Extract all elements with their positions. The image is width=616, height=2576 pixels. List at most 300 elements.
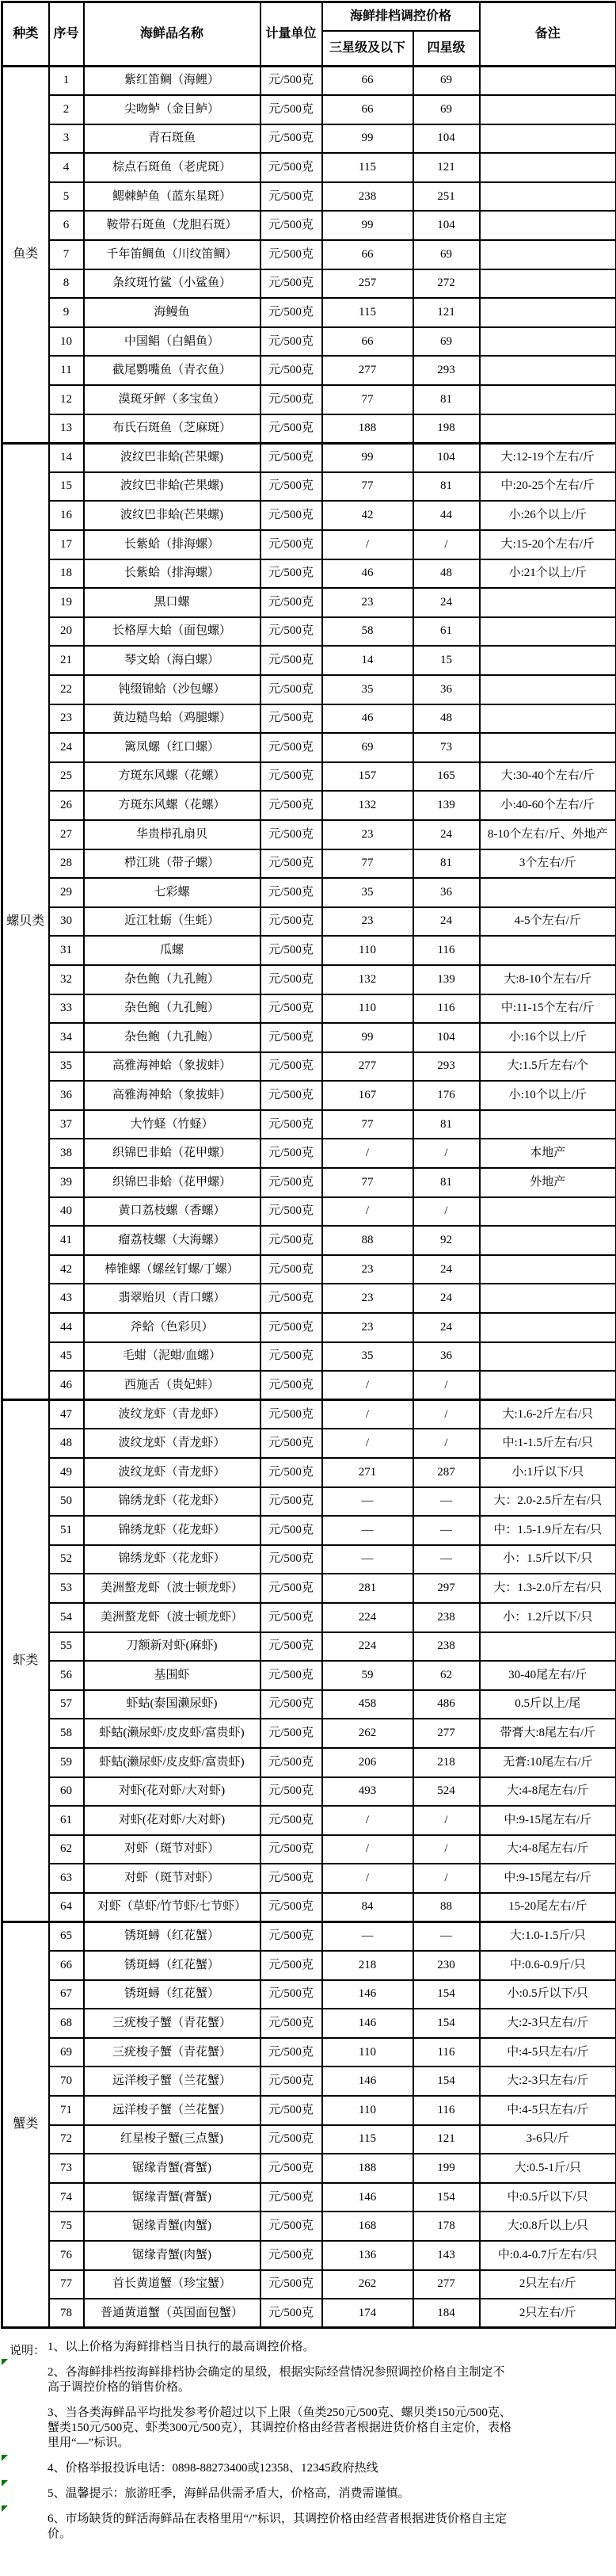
cell-remark: 中：1.5-1.9斤左右/只 [480, 1516, 616, 1545]
cell-name: 普通黄道蟹（英国面包蟹） [84, 2299, 260, 2328]
cell-remark [480, 240, 616, 269]
table-row [2, 1458, 616, 1487]
cell-price3: 46 [322, 704, 413, 734]
cell-name: 虾蛄(泰国濑尿虾) [84, 1690, 260, 1719]
cell-name: 千年笛鲷鱼（川纹笛鲷） [84, 240, 260, 269]
cell-price3: 146 [322, 2009, 413, 2038]
cell-price4: 69 [413, 327, 480, 357]
cell-remark: 带膏大:8尾左右/斤 [480, 1719, 616, 1748]
cell-price3: 46 [322, 559, 413, 589]
cell-remark [480, 95, 616, 124]
cell-price4: — [413, 1545, 480, 1574]
cell-price3: 99 [322, 211, 413, 240]
cell-price3: 224 [322, 1632, 413, 1662]
cell-remark [480, 704, 616, 734]
cell-price3: 132 [322, 791, 413, 820]
cell-no: 14 [49, 443, 84, 472]
cell-price4: 24 [413, 1284, 480, 1313]
category-cell: 虾类 [2, 1400, 49, 1922]
cell-remark: 中:9-15尾左右/斤 [480, 1864, 616, 1893]
cell-name: 黑口螺 [84, 588, 260, 617]
table-row [2, 820, 616, 849]
cell-remark [480, 182, 616, 212]
cell-remark [480, 1110, 616, 1139]
cell-price3: 35 [322, 675, 413, 704]
cell-no: 53 [49, 1574, 84, 1603]
cell-price4: 277 [413, 1719, 480, 1748]
cell-price3: 281 [322, 1574, 413, 1603]
cell-no: 7 [49, 240, 84, 269]
cell-remark: 小:0.5斤以下/只 [480, 1980, 616, 2009]
cell-remark [480, 327, 616, 357]
cell-price4: 121 [413, 153, 480, 182]
cell-name: 鞍带石斑鱼（龙胆石斑） [84, 211, 260, 240]
cell-unit: 元/500克 [260, 67, 322, 96]
cell-no: 17 [49, 530, 84, 559]
cell-no: 5 [49, 182, 84, 212]
cell-price3: 238 [322, 182, 413, 212]
cell-name: 近江牡蛎（生蚝） [84, 907, 260, 937]
cell-name: 鳃棘鲈鱼（蓝东星斑） [84, 182, 260, 212]
cell-unit: 元/500克 [260, 385, 322, 414]
cell-price3: 77 [322, 472, 413, 502]
cell-no: 75 [49, 2212, 84, 2241]
cell-remark: 大:0.5-1斤/只 [480, 2154, 616, 2183]
cell-price4: 199 [413, 2154, 480, 2183]
cell-name: 对虾（斑节对虾） [84, 1864, 260, 1893]
cell-price4: 121 [413, 2125, 480, 2154]
table-row [2, 414, 616, 444]
cell-price4: 293 [413, 1052, 480, 1082]
cell-price3: / [322, 1429, 413, 1458]
cell-remark: 本地产 [480, 1139, 616, 1168]
cell-name: 美洲螯龙虾（波士顿龙虾） [84, 1603, 260, 1632]
cell-remark: 大：2.0-2.5斤左右/只 [480, 1487, 616, 1517]
cell-price3: / [322, 1864, 413, 1893]
cell-unit: 元/500克 [260, 472, 322, 502]
cell-price4: 104 [413, 443, 480, 472]
cell-no: 8 [49, 269, 84, 299]
cell-remark: 15-20尾左右/斤 [480, 1893, 616, 1922]
cell-price4: 238 [413, 1603, 480, 1632]
note-text: 3、当各类海鲜品平均批发参考价超过以下上限（鱼类250元/500克、螺贝类150元/500克、蟹类150元/500克、虾类300元/500克），其调控价格由经营者根据进货价格自主定价，表格里用“—”标识。 [48, 2406, 511, 2449]
cell-remark: 大:1.6-2斤左右/只 [480, 1400, 616, 1429]
cell-name: 波纹龙虾（青龙虾） [84, 1429, 260, 1458]
cell-no: 19 [49, 588, 84, 617]
cell-remark: 小:40-60个左右/斤 [480, 791, 616, 820]
cell-remark: 2只左右/斤 [480, 2270, 616, 2299]
cell-remark: 大:12-19个左右/斤 [480, 443, 616, 472]
cell-remark: 小:1斤以下/只 [480, 1458, 616, 1487]
cell-no: 43 [49, 1284, 84, 1313]
cell-unit: 元/500克 [260, 1023, 322, 1052]
cell-remark: 中:4-5只左右/斤 [480, 2038, 616, 2067]
cell-remark: 大:4-8尾左右/斤 [480, 1835, 616, 1864]
cell-unit: 元/500克 [260, 182, 322, 212]
cell-price4: 81 [413, 849, 480, 879]
cell-no: 41 [49, 1226, 84, 1255]
cell-remark: 3-6只/斤 [480, 2125, 616, 2154]
cell-remark: 小：1.2斤以下/只 [480, 1603, 616, 1632]
cell-remark [480, 733, 616, 762]
table-row [2, 1922, 616, 1952]
cell-name: 三疣梭子蟹（青花蟹） [84, 2009, 260, 2038]
cell-price4: 139 [413, 965, 480, 994]
category-cell: 蟹类 [2, 1922, 49, 2328]
cell-remark: 大:15-20个左右/斤 [480, 530, 616, 559]
cell-no: 59 [49, 1748, 84, 1777]
cell-remark: 30-40尾左右/斤 [480, 1661, 616, 1690]
cell-price4: / [413, 1429, 480, 1458]
table-row [2, 559, 616, 589]
header-no: 序号 [49, 2, 84, 67]
cell-remark: 4-5个左右/斤 [480, 907, 616, 937]
cell-unit: 元/500克 [260, 1110, 322, 1139]
cell-price4: 104 [413, 211, 480, 240]
cell-price3: 99 [322, 443, 413, 472]
cell-unit: 元/500克 [260, 1893, 322, 1922]
cell-unit: 元/500克 [260, 153, 322, 182]
cell-name: 栉江珧（带子螺） [84, 849, 260, 879]
table-row [2, 1197, 616, 1227]
cell-name: 青石斑鱼 [84, 124, 260, 154]
table-row [2, 2183, 616, 2212]
cell-unit: 元/500克 [260, 2067, 322, 2096]
cell-remark: 大:4-8尾左右/斤 [480, 1777, 616, 1807]
cell-name: 锯缘青蟹(肉蟹) [84, 2212, 260, 2241]
cell-price3: 110 [322, 936, 413, 965]
cell-unit: 元/500克 [260, 530, 322, 559]
cell-unit: 元/500克 [260, 965, 322, 994]
table-row [2, 1342, 616, 1372]
cell-no: 23 [49, 704, 84, 734]
table-row [2, 298, 616, 327]
cell-price3: 35 [322, 878, 413, 907]
cell-price4: 116 [413, 936, 480, 965]
cell-price4: 218 [413, 1748, 480, 1777]
table-row [2, 153, 616, 182]
cell-no: 35 [49, 1052, 84, 1082]
cell-unit: 元/500克 [260, 2241, 322, 2270]
cell-price4: 104 [413, 124, 480, 154]
note-text: 1、以上价格为海鲜排档当日执行的最高调控价格。 [48, 2341, 315, 2353]
comment-flag-icon [2, 2359, 8, 2365]
cell-name: 七彩螺 [84, 878, 260, 907]
cell-price3: 77 [322, 849, 413, 879]
cell-unit: 元/500克 [260, 820, 322, 849]
table-row [2, 791, 616, 820]
table-row [2, 1661, 616, 1690]
table-row [2, 327, 616, 357]
cell-unit: 元/500克 [260, 704, 322, 734]
cell-name: 对虾（草虾/竹节虾/七节虾） [84, 1893, 260, 1922]
cell-price4: 81 [413, 385, 480, 414]
table-row [2, 1400, 616, 1429]
cell-price4: 36 [413, 878, 480, 907]
header-name: 海鲜品名称 [84, 2, 260, 67]
cell-price4: / [413, 1806, 480, 1835]
cell-price3: 110 [322, 994, 413, 1024]
cell-no: 72 [49, 2125, 84, 2154]
cell-price4: 176 [413, 1081, 480, 1110]
header-row-1 [2, 2, 616, 31]
cell-unit: 元/500克 [260, 1980, 322, 2009]
cell-price4: 24 [413, 907, 480, 937]
cell-price3: 271 [322, 1458, 413, 1487]
table-row [2, 1313, 616, 1342]
cell-name: 锦绣龙虾（花龙虾） [84, 1545, 260, 1574]
cell-name: 尖吻鲈（金目鲈） [84, 95, 260, 124]
table-row [2, 762, 616, 792]
cell-unit: 元/500克 [260, 617, 322, 647]
cell-unit: 元/500克 [260, 269, 322, 299]
cell-remark [480, 1197, 616, 1227]
cell-remark: 中:20-25个左右/斤 [480, 472, 616, 502]
cell-name: 钝缀锦蛤（沙包螺） [84, 675, 260, 704]
cell-no: 3 [49, 124, 84, 154]
cell-price3: 458 [322, 1690, 413, 1719]
cell-no: 73 [49, 2154, 84, 2183]
cell-unit: 元/500克 [260, 1777, 322, 1807]
cell-name: 布氏石斑鱼（芝麻斑） [84, 414, 260, 444]
cell-no: 76 [49, 2241, 84, 2270]
cell-price3: 146 [322, 2183, 413, 2212]
cell-no: 58 [49, 1719, 84, 1748]
cell-no: 4 [49, 153, 84, 182]
cell-unit: 元/500克 [260, 1487, 322, 1517]
cell-price4: 36 [413, 1342, 480, 1372]
cell-name: 锯缘青蟹(肉蟹) [84, 2241, 260, 2270]
cell-price3: 77 [322, 1110, 413, 1139]
cell-price3: 69 [322, 733, 413, 762]
cell-name: 方斑东风螺（花螺） [84, 762, 260, 792]
cell-unit: 元/500克 [260, 1690, 322, 1719]
cell-price4: 81 [413, 1110, 480, 1139]
table-row [2, 936, 616, 965]
table-row [2, 1632, 616, 1662]
cell-unit: 元/500克 [260, 414, 322, 444]
cell-price4: 69 [413, 67, 480, 96]
cell-name: 西施舌（贵妃蚌） [84, 1371, 260, 1400]
cell-remark [480, 1226, 616, 1255]
cell-name: 波纹巴非蛤(芒果螺) [84, 443, 260, 472]
cell-no: 39 [49, 1168, 84, 1197]
cell-unit: 元/500克 [260, 2038, 322, 2067]
cell-unit: 元/500克 [260, 1400, 322, 1429]
header-remark: 备注 [480, 2, 616, 67]
comment-flag-icon [2, 2505, 8, 2512]
cell-price3: 42 [322, 501, 413, 530]
cell-price3: 59 [322, 1661, 413, 1690]
header-star4: 四星级 [413, 31, 480, 67]
header-price-group: 海鲜排档调控价格 [322, 2, 480, 31]
cell-unit: 元/500克 [260, 733, 322, 762]
cell-name: 锈斑蟳（红花蟹） [84, 1922, 260, 1952]
cell-price3: / [322, 1197, 413, 1227]
cell-no: 10 [49, 327, 84, 357]
cell-name: 波纹巴非蛤(芒果螺) [84, 472, 260, 502]
cell-price3: 188 [322, 2154, 413, 2183]
cell-remark: 小：1.5斤以下/只 [480, 1545, 616, 1574]
cell-price4: / [413, 1835, 480, 1864]
cell-remark [480, 675, 616, 704]
cell-no: 60 [49, 1777, 84, 1807]
cell-remark: 小:10个以上/斤 [480, 1081, 616, 1110]
cell-price3: 66 [322, 67, 413, 96]
cell-remark [480, 1632, 616, 1662]
cell-name: 高雅海神蛤（象拔蚌） [84, 1081, 260, 1110]
cell-remark [480, 878, 616, 907]
table-row [2, 1023, 616, 1052]
cell-name: 虾蛄(濑尿虾/皮皮虾/富贵虾) [84, 1748, 260, 1777]
cell-name: 黄口荔枝螺（香螺） [84, 1197, 260, 1227]
cell-name: 翡翠贻贝（青口螺） [84, 1284, 260, 1313]
cell-no: 28 [49, 849, 84, 879]
cell-name: 基围虾 [84, 1661, 260, 1690]
table-row [2, 2067, 616, 2096]
cell-no: 13 [49, 414, 84, 444]
cell-name: 对虾(花对虾/大对虾) [84, 1806, 260, 1835]
cell-price4: 69 [413, 95, 480, 124]
note-item [48, 2461, 515, 2476]
table-row [2, 675, 616, 704]
cell-price4: 81 [413, 1168, 480, 1197]
cell-no: 64 [49, 1893, 84, 1922]
cell-name: 波纹巴非蛤(芒果螺) [84, 501, 260, 530]
cell-unit: 元/500克 [260, 907, 322, 937]
cell-unit: 元/500克 [260, 1661, 322, 1690]
cell-price4: 92 [413, 1226, 480, 1255]
cell-price3: 35 [322, 1342, 413, 1372]
table-row [2, 2125, 616, 2154]
table-row [2, 617, 616, 647]
cell-price4: 48 [413, 559, 480, 589]
cell-unit: 元/500克 [260, 1806, 322, 1835]
cell-price3: 66 [322, 95, 413, 124]
cell-price3: — [322, 1516, 413, 1545]
note-item [48, 2365, 515, 2395]
cell-price4: 297 [413, 1574, 480, 1603]
cell-price3: 88 [322, 1226, 413, 1255]
cell-remark: 0.5斤以上/尾 [480, 1690, 616, 1719]
table-row [2, 356, 616, 385]
cell-price4: / [413, 1139, 480, 1168]
note-text: 4、价格举报投诉电话：0898-88273400或12358、12345政府热线 [48, 2462, 378, 2475]
note-item [48, 2512, 515, 2542]
cell-price3: / [322, 1139, 413, 1168]
cell-price4: 116 [413, 2038, 480, 2067]
cell-no: 16 [49, 501, 84, 530]
cell-name: 棒锥螺（螺丝钉螺/丁螺） [84, 1255, 260, 1284]
cell-price3: 23 [322, 820, 413, 849]
cell-name: 美洲螯龙虾（波士顿龙虾） [84, 1574, 260, 1603]
cell-remark [480, 67, 616, 96]
cell-unit: 元/500克 [260, 1052, 322, 1082]
cell-price3: 206 [322, 1748, 413, 1777]
cell-no: 74 [49, 2183, 84, 2212]
cell-name: 高雅海神蛤（象拔蚌） [84, 1052, 260, 1082]
cell-name: 长紫蛤（排海螺） [84, 559, 260, 589]
cell-unit: 元/500克 [260, 2009, 322, 2038]
cell-unit: 元/500克 [260, 1574, 322, 1603]
table-body [2, 67, 616, 2328]
cell-no: 18 [49, 559, 84, 589]
note-text: 5、温馨提示：旅游旺季，海鲜品供需矛盾大，价格高，消费需谨慎。 [48, 2487, 410, 2500]
cell-unit: 元/500克 [260, 298, 322, 327]
cell-price3: 493 [322, 1777, 413, 1807]
cell-no: 77 [49, 2270, 84, 2299]
cell-no: 40 [49, 1197, 84, 1227]
table-row [2, 1052, 616, 1082]
cell-remark [480, 1255, 616, 1284]
cell-price3: 132 [322, 965, 413, 994]
cell-no: 29 [49, 878, 84, 907]
table-row [2, 67, 616, 96]
cell-unit: 元/500克 [260, 849, 322, 879]
cell-unit: 元/500克 [260, 936, 322, 965]
cell-remark: 中:0.6-0.9斤/只 [480, 1951, 616, 1980]
cell-name: 海鳗鱼 [84, 298, 260, 327]
cell-name: 棕点石斑鱼（老虎斑） [84, 153, 260, 182]
notes-section [0, 2329, 523, 2576]
cell-price4: 73 [413, 733, 480, 762]
note-text: 2、各海鲜排档按海鲜排档协会确定的星级，根据实际经营情况参照调控价格自主制定不高于调控价格的销售价格。 [48, 2366, 505, 2394]
cell-unit: 元/500克 [260, 211, 322, 240]
cell-remark: 中:4-5只左右/斤 [480, 2096, 616, 2125]
cell-unit: 元/500克 [260, 646, 322, 675]
cell-price4: 154 [413, 2183, 480, 2212]
table-row [2, 2096, 616, 2125]
cell-unit: 元/500克 [260, 1632, 322, 1662]
cell-price3: 110 [322, 2096, 413, 2125]
cell-unit: 元/500克 [260, 327, 322, 357]
cell-no: 61 [49, 1806, 84, 1835]
cell-name: 锯缘青蟹(膏蟹) [84, 2154, 260, 2183]
table-row [2, 1545, 616, 1574]
table-row [2, 1110, 616, 1139]
cell-name: 毛蚶（泥蚶/血螺） [84, 1342, 260, 1372]
cell-no: 36 [49, 1081, 84, 1110]
cell-no: 68 [49, 2009, 84, 2038]
cell-price3: — [322, 1922, 413, 1952]
cell-unit: 元/500克 [260, 1545, 322, 1574]
table-row [2, 530, 616, 559]
cell-price4: 62 [413, 1661, 480, 1690]
table-row [2, 2299, 616, 2328]
cell-no: 51 [49, 1516, 84, 1545]
cell-price4: 184 [413, 2299, 480, 2328]
cell-name: 截尾鹦嘴鱼（青衣鱼） [84, 356, 260, 385]
cell-remark: 8-10个左右/斤、外地产 [480, 820, 616, 849]
note-item [48, 2340, 515, 2355]
cell-unit: 元/500克 [260, 1864, 322, 1893]
cell-name: 锈斑蟳（红花蟹） [84, 1980, 260, 2009]
cell-price3: 84 [322, 1893, 413, 1922]
note-item [48, 2486, 515, 2502]
cell-no: 20 [49, 617, 84, 647]
cell-remark: 中:0.5斤以下/只 [480, 2183, 616, 2212]
cell-name: 波纹龙虾（青龙虾） [84, 1400, 260, 1429]
cell-unit: 元/500克 [260, 1748, 322, 1777]
cell-no: 62 [49, 1835, 84, 1864]
cell-unit: 元/500克 [260, 1371, 322, 1400]
cell-price4: 61 [413, 617, 480, 647]
cell-price4: — [413, 1516, 480, 1545]
cell-remark: 大:0.8斤以上/只 [480, 2212, 616, 2241]
cell-remark [480, 646, 616, 675]
cell-price4: / [413, 530, 480, 559]
cell-no: 31 [49, 936, 84, 965]
